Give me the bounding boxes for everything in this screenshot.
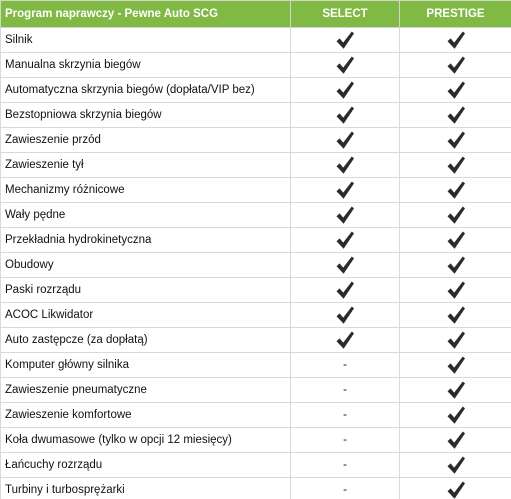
checkmark-icon [446, 55, 466, 75]
feature-label: Mechanizmy różnicowe [1, 178, 291, 203]
checkmark-icon [335, 55, 355, 75]
checkmark-icon [446, 305, 466, 325]
feature-label: Zawieszenie pneumatyczne [1, 378, 291, 403]
checkmark-icon [335, 205, 355, 225]
checkmark-icon [335, 180, 355, 200]
feature-label: Auto zastępcze (za dopłatą) [1, 328, 291, 353]
table-row [1, 178, 511, 203]
checkmark-icon [446, 330, 466, 350]
prestige-cell [400, 303, 511, 328]
checkmark-icon [446, 105, 466, 125]
select-cell [291, 203, 400, 228]
checkmark-icon [335, 280, 355, 300]
table-row [1, 478, 511, 499]
table-row [1, 253, 511, 278]
checkmark-icon [335, 255, 355, 275]
prestige-cell [400, 353, 511, 378]
feature-label: ACOC Likwidator [1, 303, 291, 328]
not-included-dash: - [343, 434, 347, 446]
not-included-dash: - [343, 359, 347, 371]
table-row [1, 103, 511, 128]
checkmark-icon [446, 455, 466, 475]
prestige-cell [400, 128, 511, 153]
checkmark-icon [446, 230, 466, 250]
checkmark-icon [335, 80, 355, 100]
checkmark-icon [335, 230, 355, 250]
checkmark-icon [335, 130, 355, 150]
table-body [1, 28, 511, 499]
prestige-cell [400, 203, 511, 228]
table-row [1, 228, 511, 253]
checkmark-icon [446, 380, 466, 400]
table-row [1, 453, 511, 478]
select-cell [291, 453, 400, 478]
select-cell [291, 353, 400, 378]
checkmark-icon [335, 330, 355, 350]
feature-label: Zawieszenie komfortowe [1, 403, 291, 428]
feature-label: Zawieszenie przód [1, 128, 291, 153]
select-cell [291, 103, 400, 128]
table-row [1, 78, 511, 103]
feature-label: Turbiny i turbosprężarki [1, 478, 291, 499]
checkmark-icon [446, 180, 466, 200]
table-row [1, 28, 511, 53]
table-row [1, 53, 511, 78]
table-row [1, 128, 511, 153]
select-cell [291, 403, 400, 428]
not-included-dash: - [343, 459, 347, 471]
prestige-cell [400, 53, 511, 78]
checkmark-icon [446, 255, 466, 275]
checkmark-icon [446, 130, 466, 150]
table-header-row [1, 1, 511, 28]
select-cell [291, 478, 400, 499]
prestige-cell [400, 228, 511, 253]
prestige-cell [400, 278, 511, 303]
prestige-cell [400, 403, 511, 428]
not-included-dash: - [343, 409, 347, 421]
table-row [1, 353, 511, 378]
checkmark-icon [335, 155, 355, 175]
checkmark-icon [446, 430, 466, 450]
table-row [1, 378, 511, 403]
select-cell [291, 178, 400, 203]
checkmark-icon [446, 80, 466, 100]
checkmark-icon [335, 30, 355, 50]
feature-label: Wały pędne [1, 203, 291, 228]
select-cell [291, 378, 400, 403]
prestige-column-header: PRESTIGE [400, 1, 511, 28]
select-cell [291, 253, 400, 278]
feature-label: Manualna skrzynia biegów [1, 53, 291, 78]
prestige-cell [400, 328, 511, 353]
checkmark-icon [335, 305, 355, 325]
prestige-cell [400, 28, 511, 53]
feature-label: Komputer główny silnika [1, 353, 291, 378]
prestige-cell [400, 103, 511, 128]
select-cell [291, 53, 400, 78]
checkmark-icon [446, 155, 466, 175]
select-cell [291, 278, 400, 303]
feature-label: Automatyczna skrzynia biegów (dopłata/VIP bez) [1, 78, 291, 103]
table-row [1, 428, 511, 453]
feature-label: Bezstopniowa skrzynia biegów [1, 103, 291, 128]
prestige-cell [400, 78, 511, 103]
program-column-header: Program naprawczy - Pewne Auto SCG [1, 1, 291, 28]
not-included-dash: - [343, 484, 347, 496]
prestige-cell [400, 453, 511, 478]
prestige-cell [400, 178, 511, 203]
select-cell [291, 78, 400, 103]
checkmark-icon [446, 30, 466, 50]
table-row [1, 328, 511, 353]
prestige-cell [400, 153, 511, 178]
checkmark-icon [446, 355, 466, 375]
checkmark-icon [446, 405, 466, 425]
table-row [1, 303, 511, 328]
prestige-cell [400, 253, 511, 278]
select-cell [291, 28, 400, 53]
feature-label: Przekładnia hydrokinetyczna [1, 228, 291, 253]
select-cell [291, 328, 400, 353]
feature-label: Zawieszenie tył [1, 153, 291, 178]
checkmark-icon [335, 105, 355, 125]
prestige-cell [400, 428, 511, 453]
select-cell [291, 303, 400, 328]
prestige-cell [400, 378, 511, 403]
checkmark-icon [446, 480, 466, 499]
table-row [1, 203, 511, 228]
feature-label: Koła dwumasowe (tylko w opcji 12 miesięcy) [1, 428, 291, 453]
feature-label: Łańcuchy rozrządu [1, 453, 291, 478]
checkmark-icon [446, 205, 466, 225]
select-cell [291, 128, 400, 153]
prestige-cell [400, 478, 511, 499]
feature-label: Paski rozrządu [1, 278, 291, 303]
not-included-dash: - [343, 384, 347, 396]
checkmark-icon [446, 280, 466, 300]
feature-label: Obudowy [1, 253, 291, 278]
select-cell [291, 228, 400, 253]
table-row [1, 278, 511, 303]
table-row [1, 153, 511, 178]
feature-label: Silnik [1, 28, 291, 53]
select-cell [291, 153, 400, 178]
select-cell [291, 428, 400, 453]
select-column-header: SELECT [291, 1, 400, 28]
table-row [1, 403, 511, 428]
